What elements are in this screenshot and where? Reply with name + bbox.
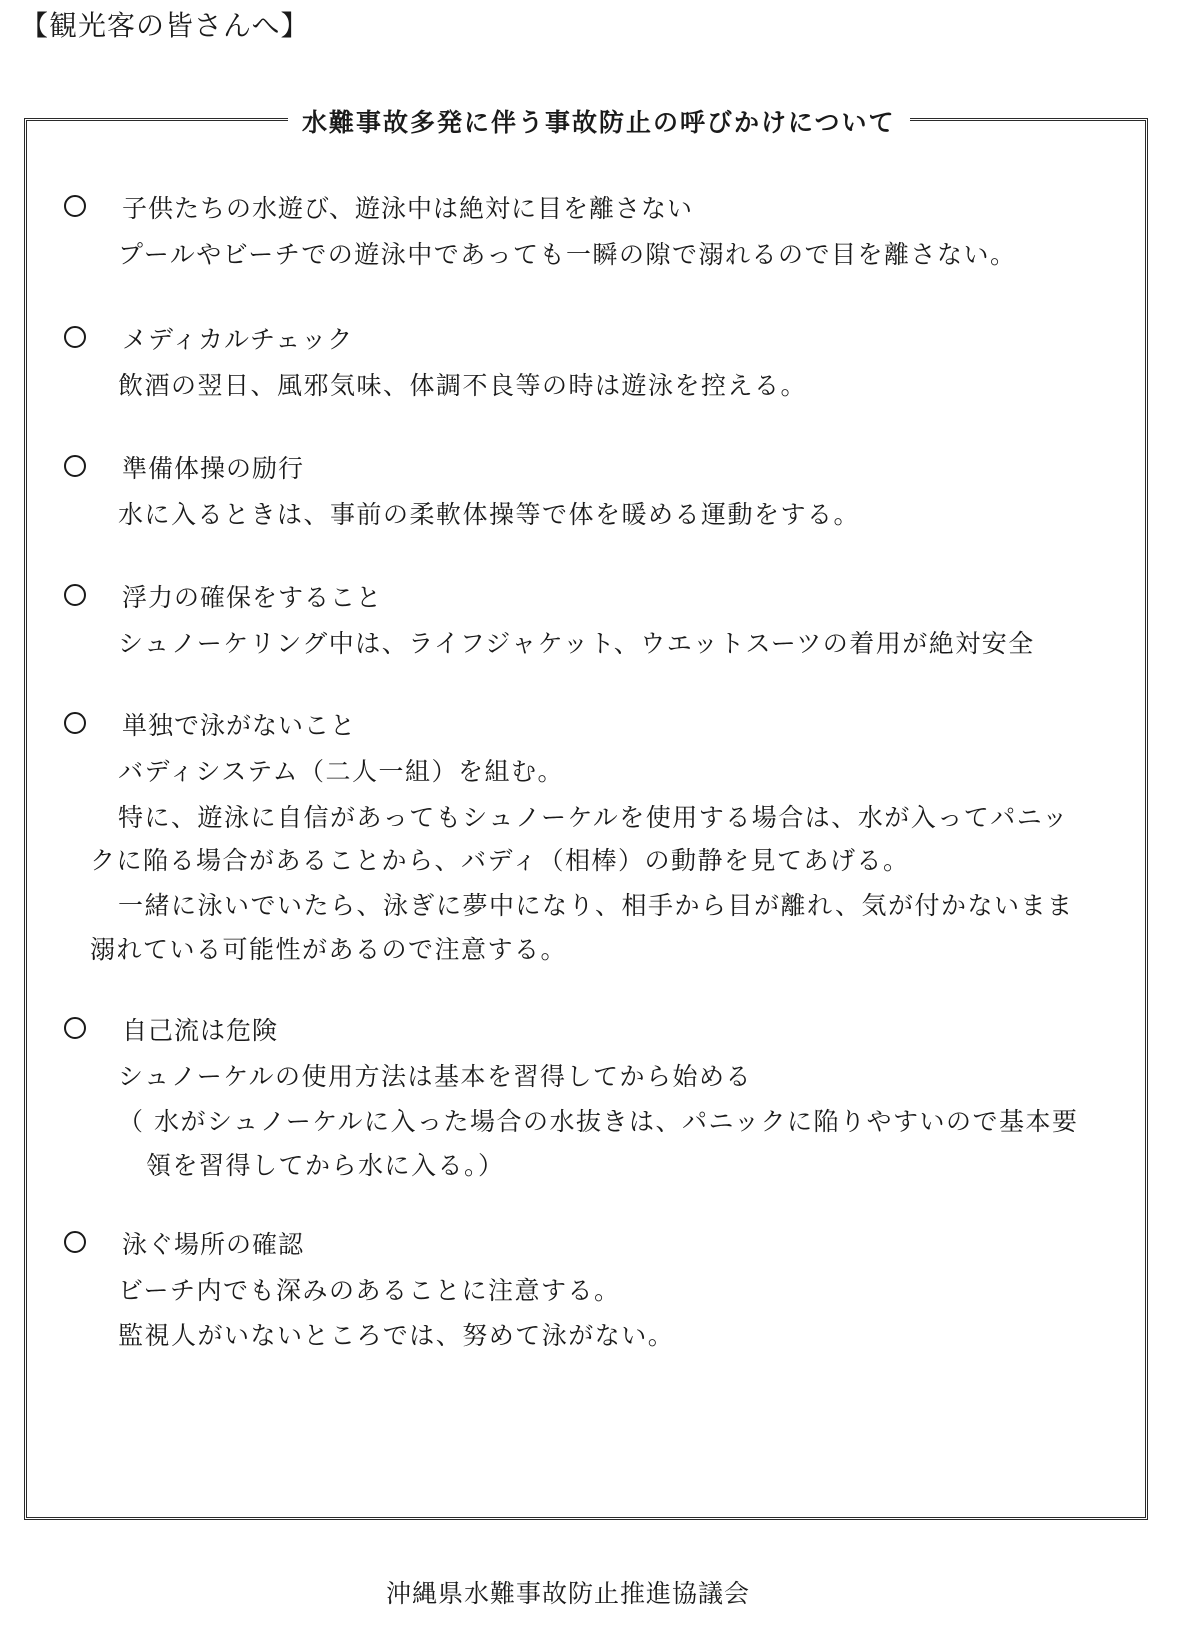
- section-line: （ 水がシュノーケルに入った場合の水抜きは、パニックに陥りやすいので基本要: [118, 1107, 1079, 1136]
- section-title: メディカルチェック: [122, 325, 354, 354]
- circle-bullet-icon: [64, 195, 86, 217]
- section-line: 監視人がいないところでは、努めて泳がない。: [118, 1321, 675, 1350]
- circle-bullet-icon: [64, 1017, 86, 1039]
- section-line: プールやビーチでの遊泳中であっても一瞬の隙で溺れるので目を離さない。: [118, 240, 1017, 269]
- page-header: 【観光客の皆さんへ】: [20, 9, 310, 42]
- section-title: 自己流は危険: [122, 1016, 279, 1045]
- section-line: シュノーケリング中は、ライフジャケット、ウエットスーツの着用が絶対安全: [118, 629, 1035, 658]
- section-line: 水に入るときは、事前の柔軟体操等で体を暖める運動をする。: [118, 500, 861, 529]
- section-line: 一緒に泳いでいたら、泳ぎに夢中になり、相手から目が離れ、気が付かないまま: [118, 891, 1074, 920]
- circle-bullet-icon: [64, 1231, 86, 1253]
- section-title: 子供たちの水遊び、遊泳中は絶対に目を離さない: [122, 194, 694, 223]
- issuer-organization: 沖縄県水難事故防止推進協議会: [386, 1579, 751, 1608]
- section-line: バディシステム（二人一組）を組む。: [118, 757, 565, 786]
- circle-bullet-icon: [64, 712, 86, 734]
- section-title: 準備体操の励行: [122, 454, 305, 483]
- circle-bullet-icon: [64, 326, 86, 348]
- section-title: 単独で泳がないこと: [122, 711, 357, 740]
- circle-bullet-icon: [64, 584, 86, 606]
- section-line: クに陥る場合があることから、バディ（相棒）の動静を見てあげる。: [90, 846, 910, 875]
- circle-bullet-icon: [64, 455, 86, 477]
- section-line: 飲酒の翌日、風邪気味、体調不良等の時は遊泳を控える。: [118, 371, 808, 400]
- section-line: 特に、遊泳に自信があってもシュノーケルを使用する場合は、水が入ってパニッ: [118, 803, 1069, 832]
- section-line: シュノーケルの使用方法は基本を習得してから始める: [118, 1062, 753, 1091]
- section-title: 泳ぐ場所の確認: [122, 1230, 305, 1259]
- section-line: 領を習得してから水に入る。）: [146, 1151, 505, 1180]
- notice-title: 水難事故多発に伴う事故防止の呼びかけについて: [288, 103, 910, 139]
- section-line: ビーチ内でも深みのあることに注意する。: [118, 1276, 621, 1305]
- section-title: 浮力の確保をすること: [122, 583, 383, 612]
- section-line: 溺れている可能性があるので注意する。: [90, 935, 568, 964]
